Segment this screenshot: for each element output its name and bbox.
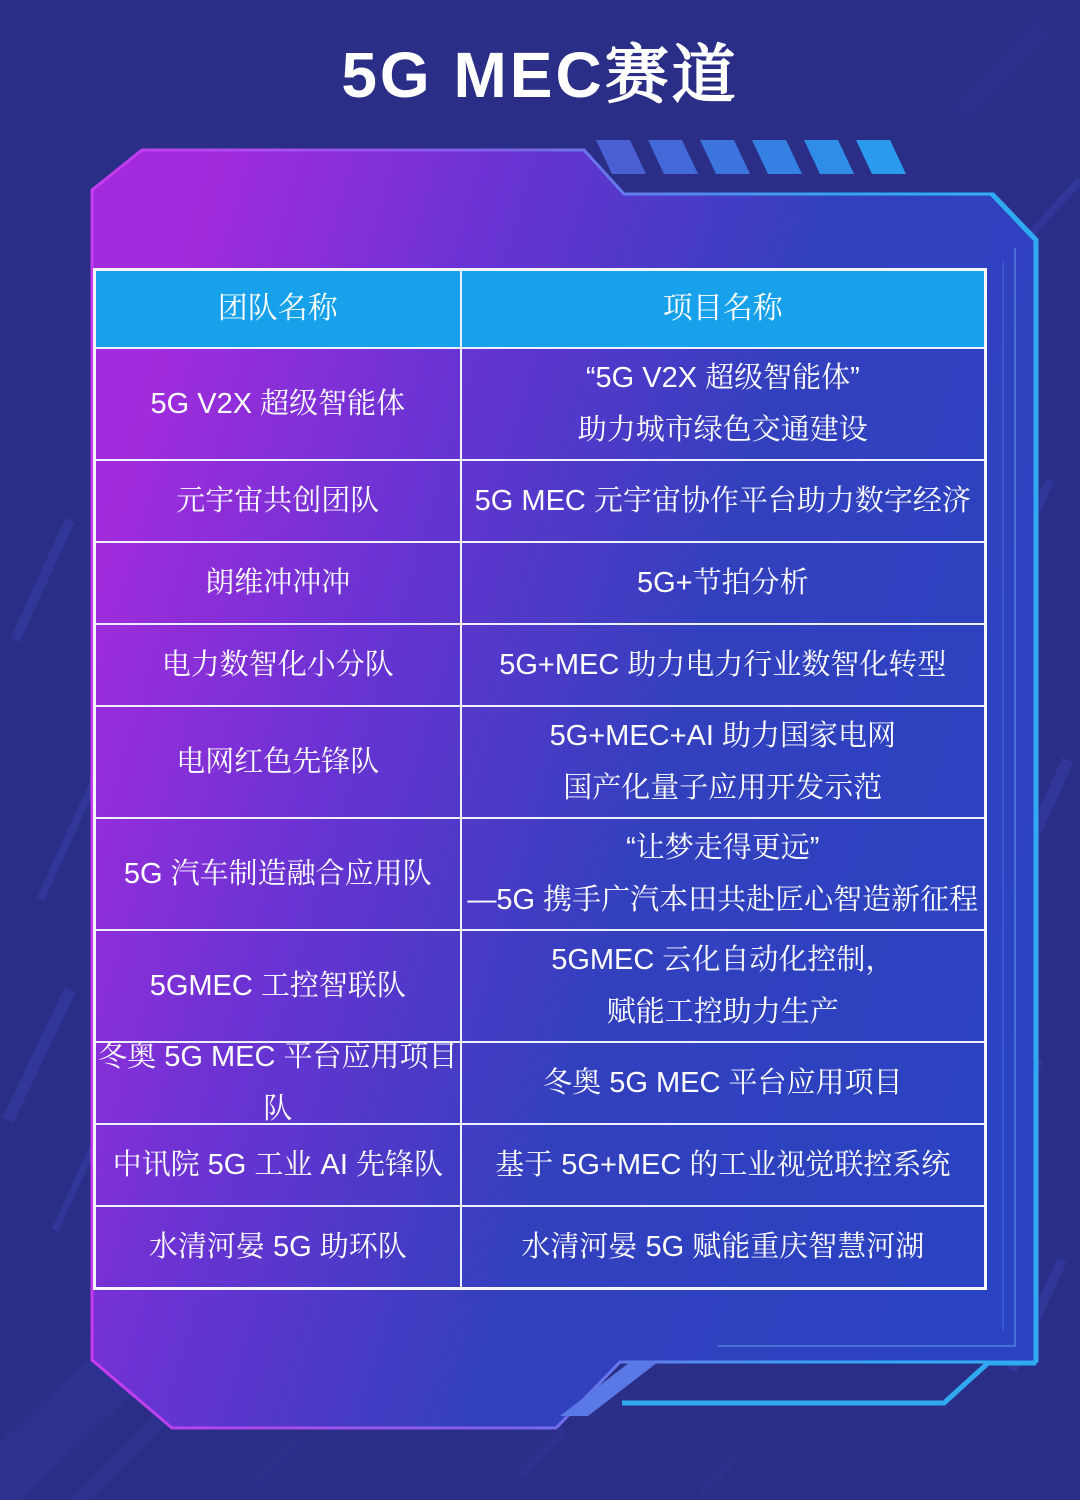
project-cell [462, 1125, 984, 1205]
team-cell: 冬奥 5G MEC 平台应用项目队 [96, 1043, 462, 1123]
project-line: 5G+节拍分析 [636, 567, 809, 599]
project-cell [462, 1207, 984, 1287]
header-project-name: 项目名称 [662, 292, 783, 325]
team-cell: 元宇宙共创团队 [96, 461, 462, 541]
team-cell: 中讯院 5G 工业 AI 先锋队 [96, 1125, 462, 1205]
project-line: 5G MEC 元宇宙协作平台助力数字经济 [474, 485, 971, 517]
table-row [96, 541, 984, 623]
project-cell [462, 931, 984, 1041]
bottom-step-accent [622, 1363, 1036, 1403]
project-line: “5G V2X 超级智能体” [585, 362, 860, 394]
project-line: 基于 5G+MEC 的工业视觉联控系统 [495, 1149, 951, 1181]
project-cell [462, 625, 984, 705]
project-line: 5G+MEC 助力电力行业数智化转型 [499, 649, 947, 681]
table-row [96, 347, 984, 459]
project-line: 助力城市绿色交通建设 [577, 414, 868, 446]
page-title: 5G MEC赛道 [341, 39, 739, 111]
project-line: 赋能工控助力生产 [606, 996, 839, 1028]
table-header-row [96, 271, 984, 347]
project-line: 国产化量子应用开发示范 [563, 772, 883, 804]
project-line: 5GMEC 云化自动化控制， [551, 944, 895, 976]
header-team-name: 团队名称 [96, 271, 462, 347]
project-cell [462, 349, 984, 459]
table-row [96, 459, 984, 541]
team-cell: 5G V2X 超级智能体 [96, 349, 462, 459]
team-cell: 朗维冲冲冲 [96, 543, 462, 623]
table-row [96, 1205, 984, 1287]
project-cell [462, 819, 984, 929]
project-cell [462, 461, 984, 541]
team-cell: 电网红色先锋队 [96, 707, 462, 817]
project-cell [462, 707, 984, 817]
project-line: —5G 携手广汽本田共赴匠心智造新征程 [467, 884, 979, 916]
team-cell: 水清河晏 5G 助环队 [96, 1207, 462, 1287]
table-row [96, 705, 984, 817]
project-line: 冬奥 5G MEC 平台应用项目 [543, 1067, 903, 1099]
table-row [96, 929, 984, 1041]
table-row [96, 623, 984, 705]
team-cell: 5G 汽车制造融合应用队 [96, 819, 462, 929]
table-row [96, 1123, 984, 1205]
project-cell [462, 1043, 984, 1123]
project-line: 5G+MEC+AI 助力国家电网 [549, 720, 897, 752]
corner-stripes-decoration [596, 140, 906, 174]
team-cell: 电力数智化小分队 [96, 625, 462, 705]
team-cell: 5GMEC 工控智联队 [96, 931, 462, 1041]
project-line: 水清河晏 5G 赋能重庆智慧河湖 [521, 1231, 925, 1263]
project-cell [462, 543, 984, 623]
table-row [96, 817, 984, 929]
teams-table [93, 268, 987, 1290]
table-row [96, 1041, 984, 1123]
project-line: “让梦走得更远” [626, 832, 820, 864]
